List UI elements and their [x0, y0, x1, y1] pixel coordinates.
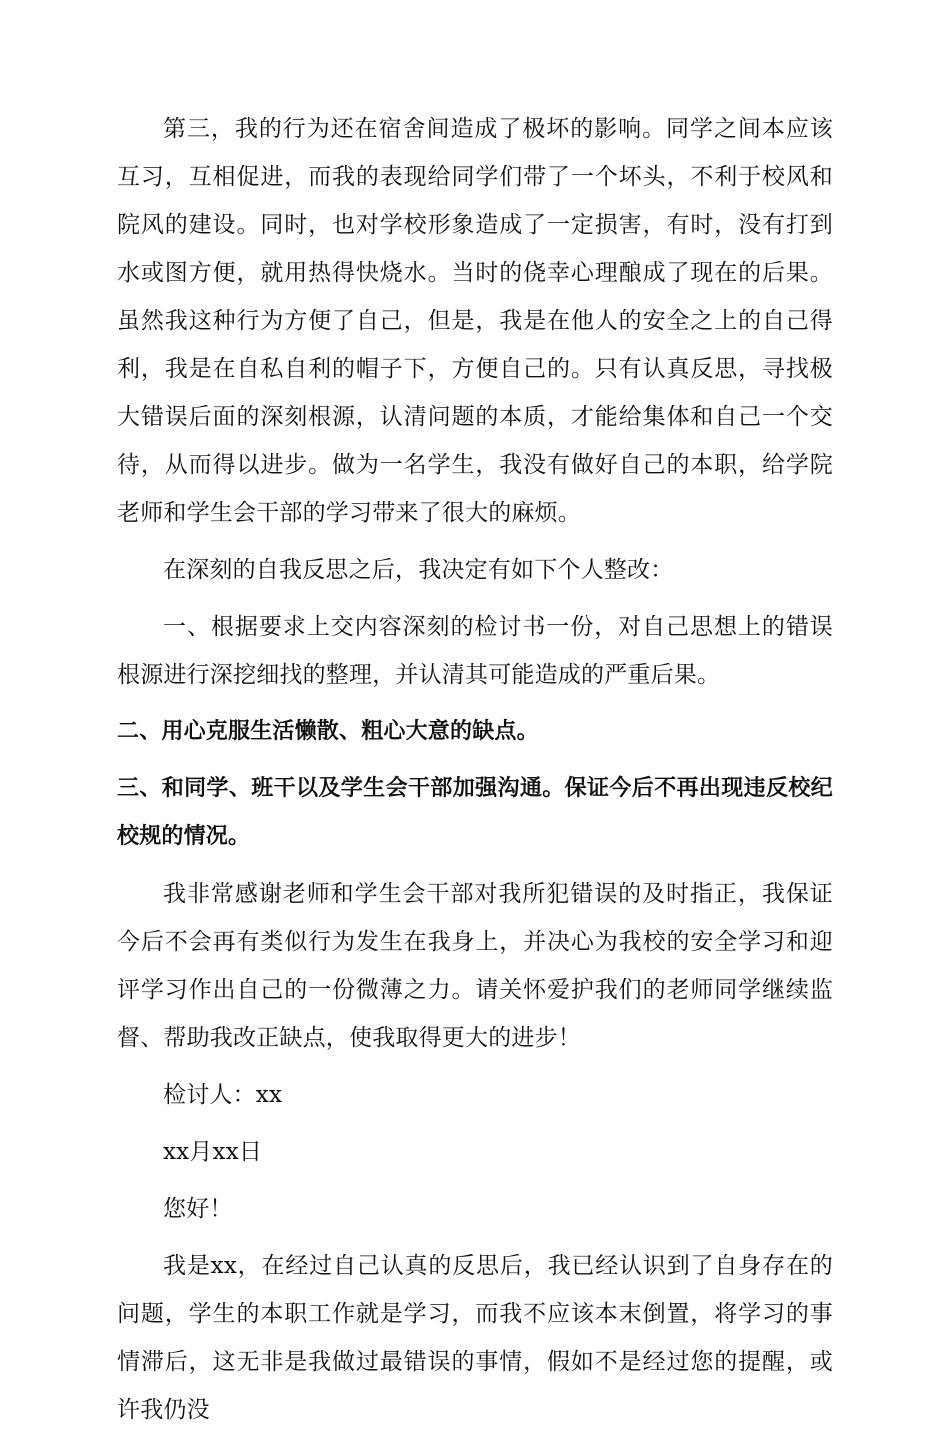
paragraph-rectification-intro: 在深刻的自我反思之后，我决定有如下个人整改：	[163, 557, 674, 583]
greeting-line: 您好！	[163, 1196, 233, 1222]
document-page	[117, 105, 833, 1434]
paragraph-rectification-2: 二、用心克服生活懒散、粗心大意的缺点。	[117, 719, 539, 744]
paragraph-gratitude: 我非常感谢老师和学生会干部对我所犯错误的及时指正，我保证今后不会再有类似行为发生在我身上，并决心为我校的安全学习和迎评学习作出自己的一份微薄之力。请关怀爱护我们的老师同学继续监督、帮助我改正缺点，使我取得更大的进步！	[117, 881, 833, 1051]
paragraph-rectification-3: 三、和同学、班干以及学生会干部加强沟通。保证今后不再出现违反校纪校规的情况。	[117, 776, 833, 849]
paragraph-rectification-1: 一、根据要求上交内容深刻的检讨书一份，对自己思想上的错误根源进行深挖细找的整理，并认清其可能造成的严重后果。	[117, 614, 833, 688]
date-line: xx月xx日	[163, 1139, 263, 1165]
signature-line: 检讨人：xx	[163, 1082, 283, 1108]
paragraph-impact: 第三，我的行为还在宿舍间造成了极坏的影响。同学之间本应该互习，互相促进，而我的表现给同学们带了一个坏头，不利于校风和院风的建设。同时，也对学校形象造成了一定损害，有时，没有打到水或图方便，就用热得快烧水。当时的侥幸心理酿成了现在的后果。虽然我这种行为方便了自己，但是，我是在他人的安全之上的自己得利，我是在自私自利的帽子下，方便自己的。只有认真反思，寻找极大错误后面的深刻根源，认清问题的本质，才能给集体和自己一个交待，从而得以进步。做为一名学生，我没有做好自己的本职，给学院老师和学生会干部的学习带来了很大的麻烦。	[117, 116, 833, 526]
paragraph-second-letter: 我是xx，在经过自己认真的反思后，我已经认识到了自身存在的问题，学生的本职工作就是学习，而我不应该本末倒置，将学习的事情滞后，这无非是我做过最错误的事情，假如不是经过您的提醒，或许我仍没	[117, 1253, 833, 1423]
